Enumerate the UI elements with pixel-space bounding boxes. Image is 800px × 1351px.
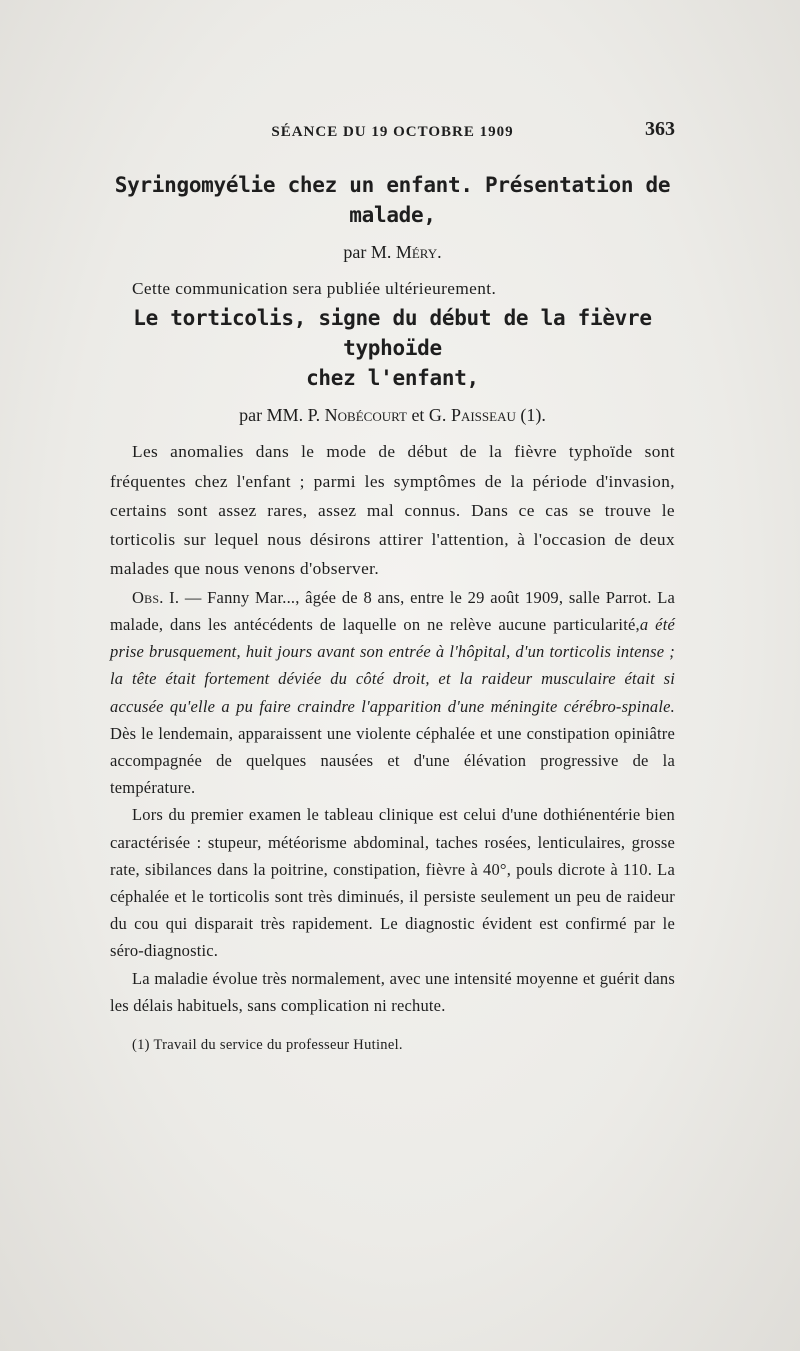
obs-label: Obs. I. bbox=[132, 587, 180, 607]
author2-name: Paisseau bbox=[450, 405, 516, 426]
author-suffix: . bbox=[437, 242, 442, 262]
authors-mid: et G. bbox=[411, 405, 447, 426]
article1-title: Syringomyélie chez un enfant. Présentation de malade, bbox=[114, 173, 671, 227]
observation-paragraph bbox=[110, 584, 675, 802]
article2-paragraph-3: La maladie évolue très normalement, avec une intensité moyenne et guérit dans les délais habituels, sans complication ni rechute. bbox=[110, 968, 675, 1015]
page-number: 363 bbox=[645, 118, 675, 140]
article2-authors bbox=[110, 401, 675, 429]
page-content bbox=[110, 170, 675, 1055]
article2-paragraph-1: Les anomalies dans le mode de début de la fièvre typhoïde sont fréquentes chez l'enfant ; parmi les symptômes de la période d'invasion, certains sont assez rares, assez mal connus. Dans ce cas se trouve le torticolis sur lequel nous désirons attirer l'attention, à l'occasion de deux malades que nous venons d'observer. bbox=[110, 442, 675, 579]
obs-italic: a été prise brusquement, huit jours avant son entrée à l'hôpital, d'un torticolis intense ; la tête était fortement déviée du côté droit, et la raideur musculaire était si accusée qu'elle a pu faire craindre l'apparition d'une méningite cérébro-spinale. bbox=[110, 614, 676, 716]
article2-title-line1: Le torticolis, signe du début de la fièvre typhoïde bbox=[133, 306, 652, 361]
authors-prefix: par MM. P. bbox=[239, 405, 321, 426]
running-head: SÉANCE DU 19 OCTOBRE 1909 bbox=[271, 124, 514, 140]
page-header bbox=[110, 118, 675, 148]
footnote: (1) Travail du service du professeur Hutinel. bbox=[132, 1037, 403, 1054]
author-prefix: par M. bbox=[343, 242, 392, 262]
author1-name: Nobécourt bbox=[324, 405, 407, 426]
article2-paragraph-2: Lors du premier examen le tableau clinique est celui d'une dothiénentérie bien caractérisée : stupeur, météorisme abdominal, taches rosées, lenticulaires, grosse rate, sibilances dans la poitrine, constipation, fièvre à 40°, pouls dicrote à 110. La céphalée et le torticolis sont très diminués, il persiste seulement un peu de raideur du cou qui disparait très rapidement. Le diagnostic évident est confirmé par le séro-diagnostic. bbox=[110, 805, 675, 961]
article2-title-line2: chez l'enfant, bbox=[306, 366, 479, 391]
authors-suffix: (1). bbox=[520, 405, 546, 426]
obs-rest: Dès le lendemain, apparaissent une violente céphalée et une constipation opiniâtre accompagnée de quelques nausées et d'une élévation progressive de la température. bbox=[110, 723, 675, 798]
obs-intro: — Fanny Mar..., âgée de 8 ans, entre le 29 août 1909, salle Parrot. La malade, dans les antécédents de laquelle on ne relève aucune particularité, bbox=[110, 587, 675, 634]
author-name: Méry bbox=[395, 242, 438, 262]
article1-author bbox=[110, 238, 675, 266]
article1-paragraph: Cette communication sera publiée ultérieurement. bbox=[132, 279, 497, 298]
